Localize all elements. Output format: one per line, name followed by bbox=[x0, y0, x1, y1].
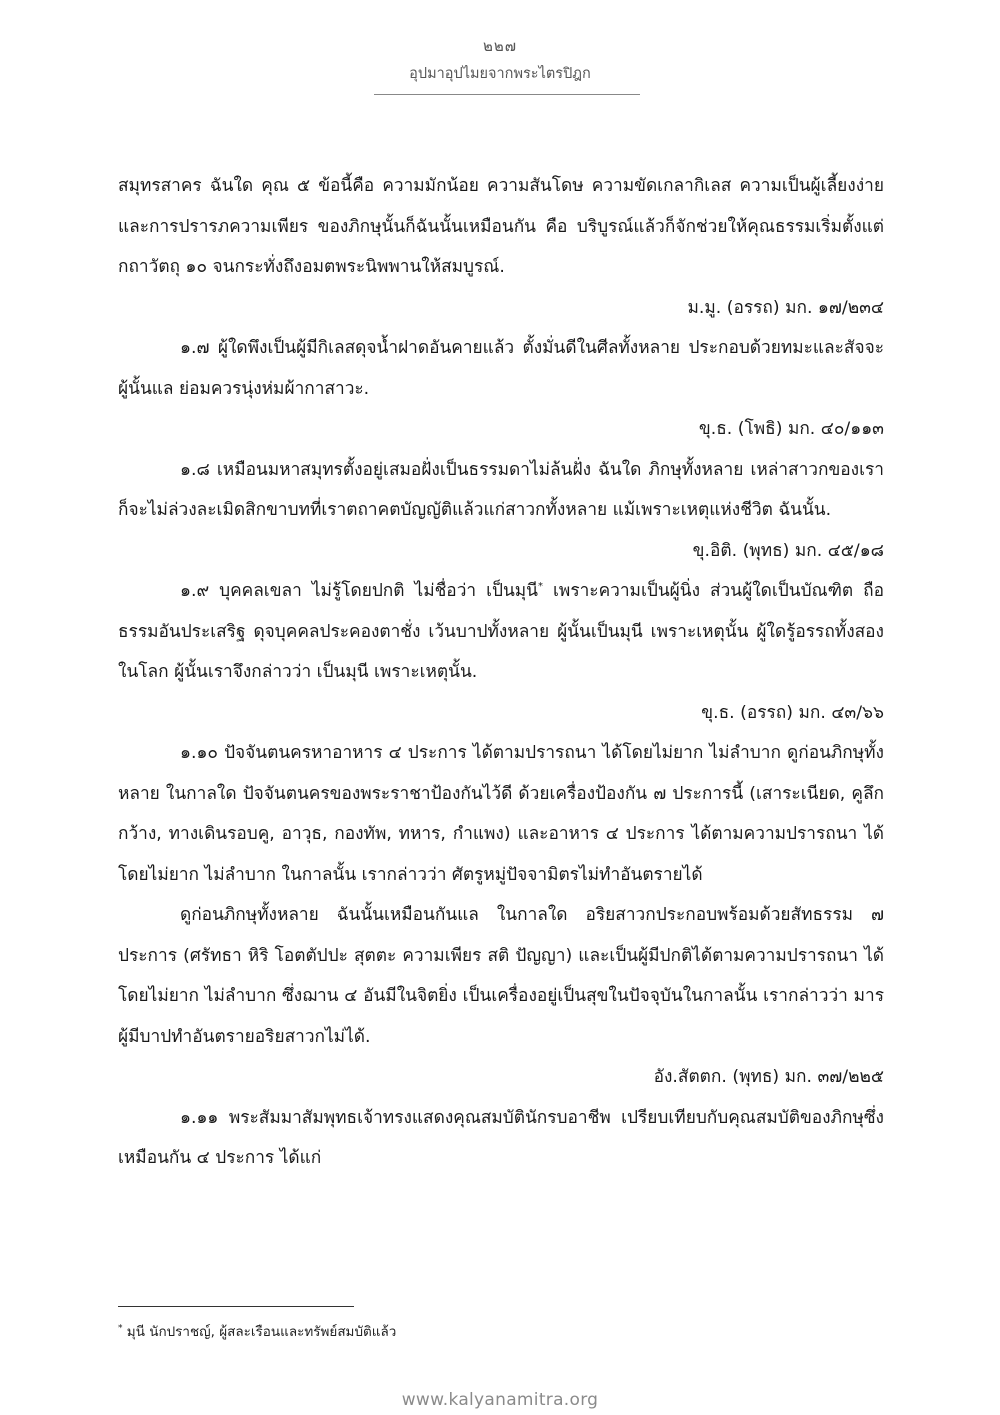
header-divider bbox=[374, 94, 640, 95]
footnote bbox=[118, 1320, 884, 1342]
citation-reference: ขุ.อิติ. (พุทธ) มก. ๔๕/๑๘ bbox=[692, 540, 884, 561]
paragraph-1-9 bbox=[118, 571, 884, 693]
paragraph-continuation: สมุทรสาคร ฉันใด คุณ ๕ ข้อนี้คือ ความมักน้อย ความสันโดษ ความขัดเกลากิเลส ความเป็นผู้เลี้ยงง่าย และการปรารภความเพียร ของภิกษุนั้นก็ฉันนั้นเหมือนกัน คือ บริบูรณ์แล้วก็จักช่วยให้คุณธรรมเริ่มตั้งแต่กถาวัตถุ ๑๐ จนกระทั่งถึงอมตพระนิพพานให้สมบูรณ์. bbox=[118, 176, 884, 277]
citation-reference: ขุ.ธ. (อรรถ) มก. ๔๓/๖๖ bbox=[701, 702, 884, 723]
citation-reference: ขุ.ธ. (โพธิ) มก. ๔๐/๑๑๓ bbox=[698, 419, 884, 439]
citation-reference: ม.มู. (อรรถ) มก. ๑๗/๒๓๔ bbox=[687, 297, 884, 318]
footnote-marker: * bbox=[118, 1323, 123, 1334]
footnote-marker[interactable]: * bbox=[538, 581, 544, 593]
paragraph-1-10-continued: ดูก่อนภิกษุทั้งหลาย ฉันนั้นเหมือนกันแล ในกาลใด อริยสาวกประกอบพร้อมด้วยสัทธรรม ๗ ประการ (ศรัทธา หิริ โอตตัปปะ สุตตะ ความเพียร สติ ปัญญา) และเป็นผู้มีปกติได้ตามความปรารถนา ได้โดยไม่ยาก ไม่ลำบาก ซึ่งฌาน ๔ อันมีในจิตยิ่ง เป็นเครื่องอยู่เป็นสุขในปัจจุบันในกาลนั้น เรากล่าวว่า มารผู้มีบาปทำอันตรายอริยสาวกไม่ได้. bbox=[118, 905, 884, 1047]
page-number: ๒๒๗ bbox=[482, 37, 518, 55]
paragraph-1-8: ๑.๘ เหมือนมหาสมุทรตั้งอยู่เสมอฝั่งเป็นธรรมดาไม่ล้นฝั่ง ฉันใด ภิกษุทั้งหลาย เหล่าสาวกของเราก็จะไม่ล่วงละเมิดสิกขาบทที่เราตถาคตบัญญัติแล้วแก่สาวกทั้งหลาย แม้เพราะเหตุแห่งชีวิต ฉันนั้น. bbox=[118, 459, 884, 520]
running-header-title: อุปมาอุปไมยจากพระไตรปิฎก bbox=[409, 66, 591, 82]
paragraph-1-7: ๑.๗ ผู้ใดพึงเป็นผู้มีกิเลสดุจน้ำฝาดอันคายแล้ว ตั้งมั่นดีในศีลทั้งหลาย ประกอบด้วยทมะและสัจจะ ผู้นั้นแล ย่อมควรนุ่งห่มผ้ากาสาวะ. bbox=[118, 338, 884, 399]
paragraph-1-11: ๑.๑๑ พระสัมมาสัมพุทธเจ้าทรงแสดงคุณสมบัตินักรบอาชีพ เปรียบเทียบกับคุณสมบัติของภิกษุซึ่งเหมือนกัน ๔ ประการ ได้แก่ bbox=[118, 1107, 884, 1168]
footer-website-url[interactable]: www.kalyanamitra.org bbox=[401, 1390, 599, 1410]
footnote-text: มุนี นักปราชญ์, ผู้สละเรือนและทรัพย์สมบัติแล้ว bbox=[122, 1324, 397, 1340]
paragraph-1-9-part-a: ๑.๙ บุคคลเขลา ไม่รู้โดยปกติ ไม่ชื่อว่า เป็นมุนี bbox=[180, 581, 539, 601]
paragraph-1-9-part-b: เพราะความเป็นผู้นิ่ง ส่วนผู้ใดเป็นบัณฑิต ถือธรรมอันประเสริฐ ดุจบุคคลประคองตาชั่ง เว้นบาปทั้งหลาย ผู้นั้นเป็นมุนี เพราะเหตุนั้น ผู้ใดรู้อรรถทั้งสองในโลก ผู้นั้นเราจึงกล่าวว่า เป็นมุนี เพราะเหตุนั้น. bbox=[118, 581, 884, 682]
body-text bbox=[118, 166, 884, 1179]
citation-reference: อัง.สัตตก. (พุทธ) มก. ๓๗/๒๒๕ bbox=[653, 1067, 884, 1087]
footnote-divider bbox=[118, 1306, 354, 1307]
paragraph-1-10: ๑.๑๐ ปัจจันตนครหาอาหาร ๔ ประการ ได้ตามปรารถนา ได้โดยไม่ยาก ไม่ลำบาก ดูก่อนภิกษุทั้งหลาย ในกาลใด ปัจจันตนครของพระราชาป้องกันไว้ดี ด้วยเครื่องป้องกัน ๗ ประการนี้ (เสาระเนียด, คูลึกกว้าง, ทางเดินรอบคู, อาวุธ, กองทัพ, ทหาร, กำแพง) และอาหาร ๔ ประการ ได้ตามความปรารถนา ได้โดยไม่ยาก ไม่ลำบาก ในกาลนั้น เรากล่าวว่า ศัตรูหมู่ปัจจามิตรไม่ทำอันตรายได้ bbox=[118, 743, 884, 885]
